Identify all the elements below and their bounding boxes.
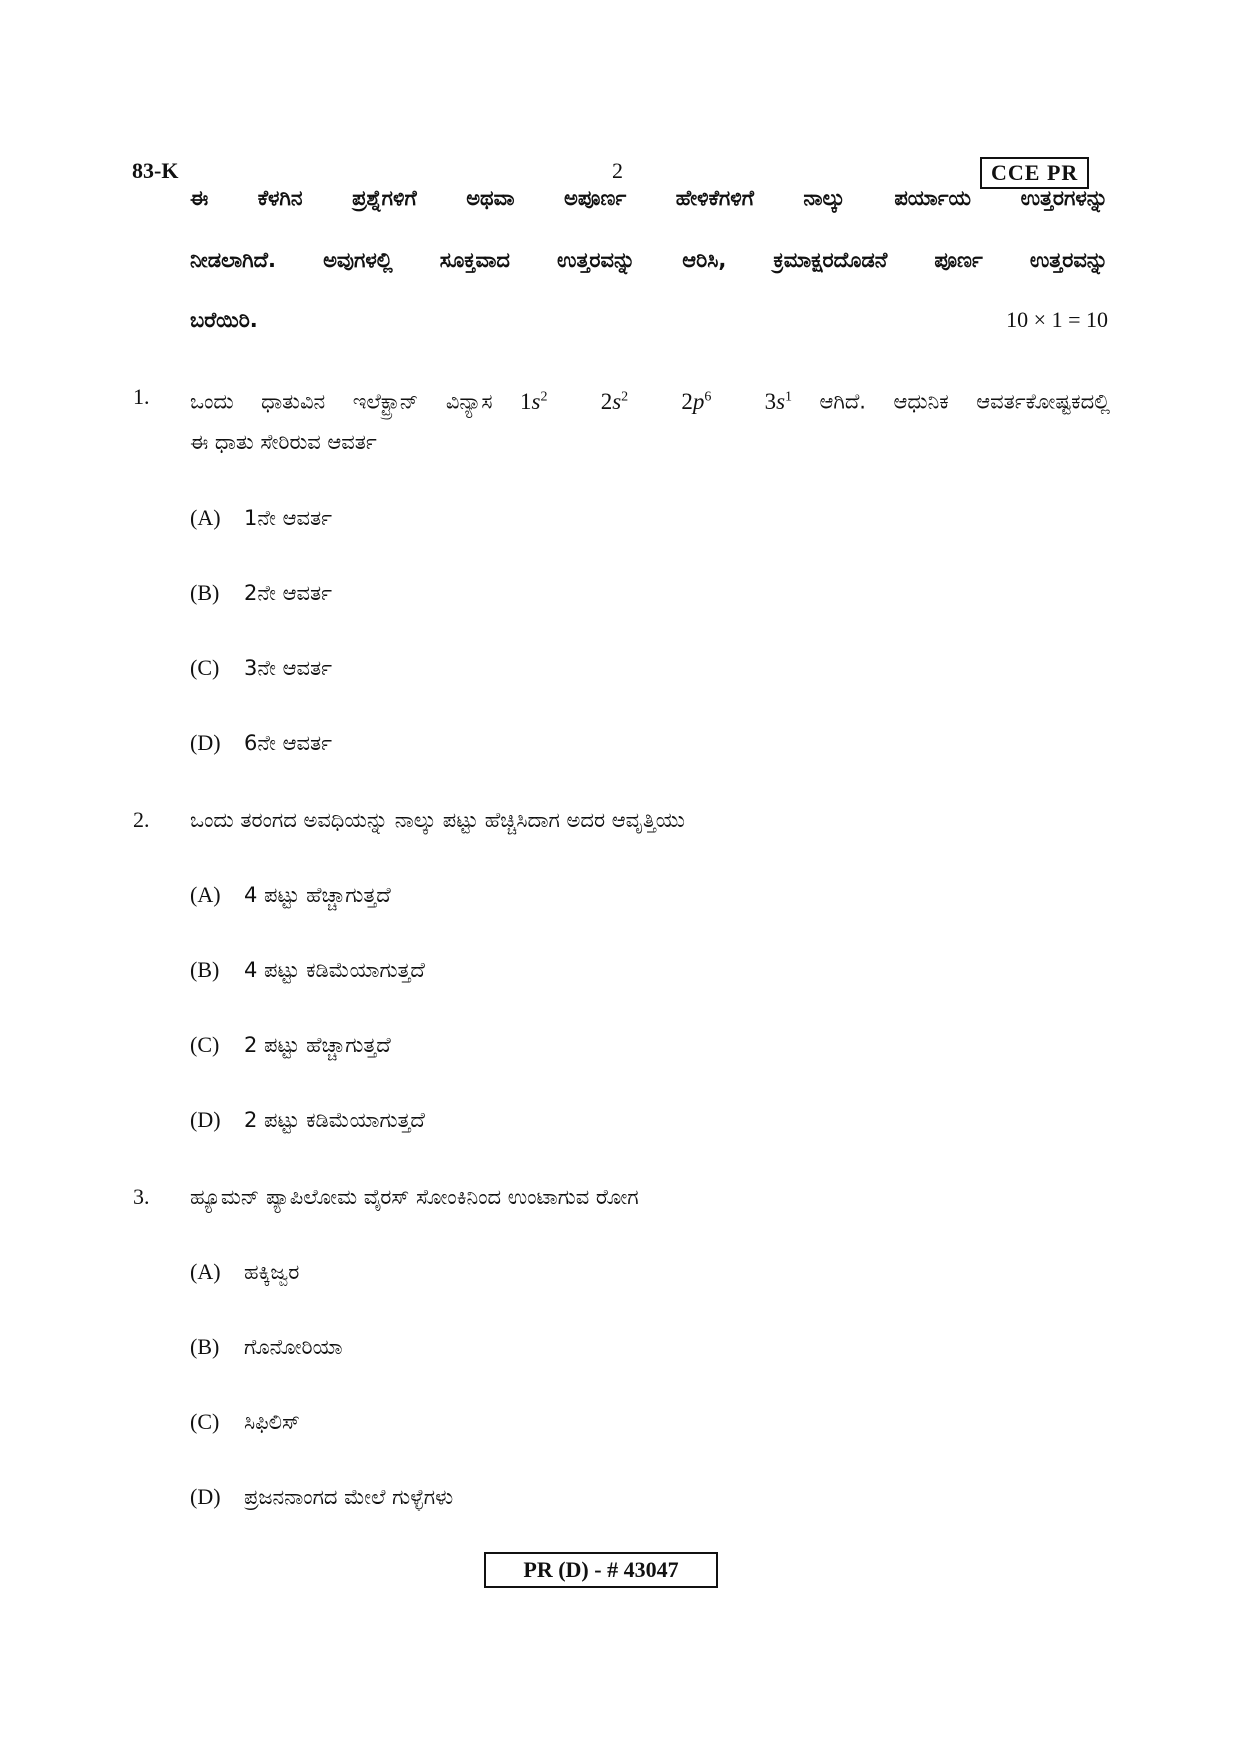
question-1-number: 1. (133, 384, 150, 409)
question-3-option-a: (A) ಹಕ್ಕಿಜ್ವರ (190, 1259, 300, 1284)
question-1-text-line-2: ಈ ಧಾತು ಸೇರಿರುವ ಆವರ್ತ (190, 430, 377, 454)
question-2-text: ಒಂದು ತರಂಗದ ಅವಧಿಯನ್ನು ನಾಲ್ಕು ಪಟ್ಟು ಹೆಚ್ಚಿಸಿದಾಗ ಅದರ ಆವೃತ್ತಿಯು (190, 808, 685, 832)
instructions-line-3: ಬರೆಯಿರಿ. (190, 308, 258, 332)
instructions-line-1: ಈ ಕೆಳಗಿನ ಪ್ರಶ್ನೆಗಳಿಗೆ ಅಥವಾ ಅಪೂರ್ಣ ಹೇಳಿಕೆಗಳಿಗೆ ನಾಲ್ಕು ಪರ್ಯಾಯ ಉತ್ತರಗಳನ್ನು (190, 186, 1108, 210)
question-2-option-d: (D) 2 ಪಟ್ಟು ಕಡಿಮೆಯಾಗುತ್ತದೆ (190, 1107, 425, 1132)
question-1-text-after: ಆಗಿದೆ. ಆಧುನಿಕ ಆವರ್ತಕೋಷ್ಟಕದಲ್ಲಿ (819, 389, 1111, 414)
question-3-text: ಹ್ಯೂಮನ್ ಪ್ಯಾಪಿಲೋಮ ವೈರಸ್ ಸೋಂಕಿನಿಂದ ಉಂಟಾಗುವ ರೋಗ (190, 1185, 639, 1209)
footer-code-box: PR (D) - # 43047 (484, 1552, 718, 1588)
question-1-option-b: (B) 2ನೇ ಆವರ್ತ (190, 580, 332, 605)
question-3-option-b: (B) ಗೊನೋರಿಯಾ (190, 1334, 343, 1359)
question-1-option-d: (D) 6ನೇ ಆವರ್ತ (190, 730, 332, 755)
question-1-text (190, 377, 1110, 417)
electron-configuration: $1s^2$ $2s^2$ $2p^6$ $3s^1$ (520, 388, 793, 414)
page-number: 2 (612, 158, 623, 183)
question-2-option-b: (B) 4 ಪಟ್ಟು ಕಡಿಮೆಯಾಗುತ್ತದೆ (190, 957, 425, 982)
question-2-option-a: (A) 4 ಪಟ್ಟು ಹೆಚ್ಚಾಗುತ್ತದೆ (190, 882, 391, 907)
instructions-line-2: ನೀಡಲಾಗಿದೆ. ಅವುಗಳಲ್ಲಿ ಸೂಕ್ತವಾದ ಉತ್ತರವನ್ನು ಆರಿಸಿ, ಕ್ರಮಾಕ್ಷರದೊಡನೆ ಪೂರ್ಣ ಉತ್ತರವನ್ನು (190, 248, 1108, 272)
question-1-option-a: (A) 1ನೇ ಆವರ್ತ (190, 505, 332, 530)
question-3-option-d: (D) ಪ್ರಜನನಾಂಗದ ಮೇಲೆ ಗುಳ್ಳೆಗಳು (190, 1484, 454, 1509)
question-2-number: 2. (133, 807, 150, 832)
question-1-text-before: ಒಂದು ಧಾತುವಿನ ಇಲೆಕ್ಟ್ರಾನ್ ವಿನ್ಯಾಸ (190, 389, 493, 414)
question-1-option-c: (C) 3ನೇ ಆವರ್ತ (190, 655, 332, 680)
question-3-option-c: (C) ಸಿಫಿಲಿಸ್ (190, 1409, 300, 1434)
series-box: CCE PR (980, 157, 1089, 189)
question-2-option-c: (C) 2 ಪಟ್ಟು ಹೆಚ್ಚಾಗುತ್ತದೆ (190, 1032, 391, 1057)
question-3-number: 3. (133, 1184, 150, 1209)
marks-scheme: 10 × 1 = 10 (1006, 307, 1108, 332)
paper-code: 83-K (132, 158, 179, 183)
